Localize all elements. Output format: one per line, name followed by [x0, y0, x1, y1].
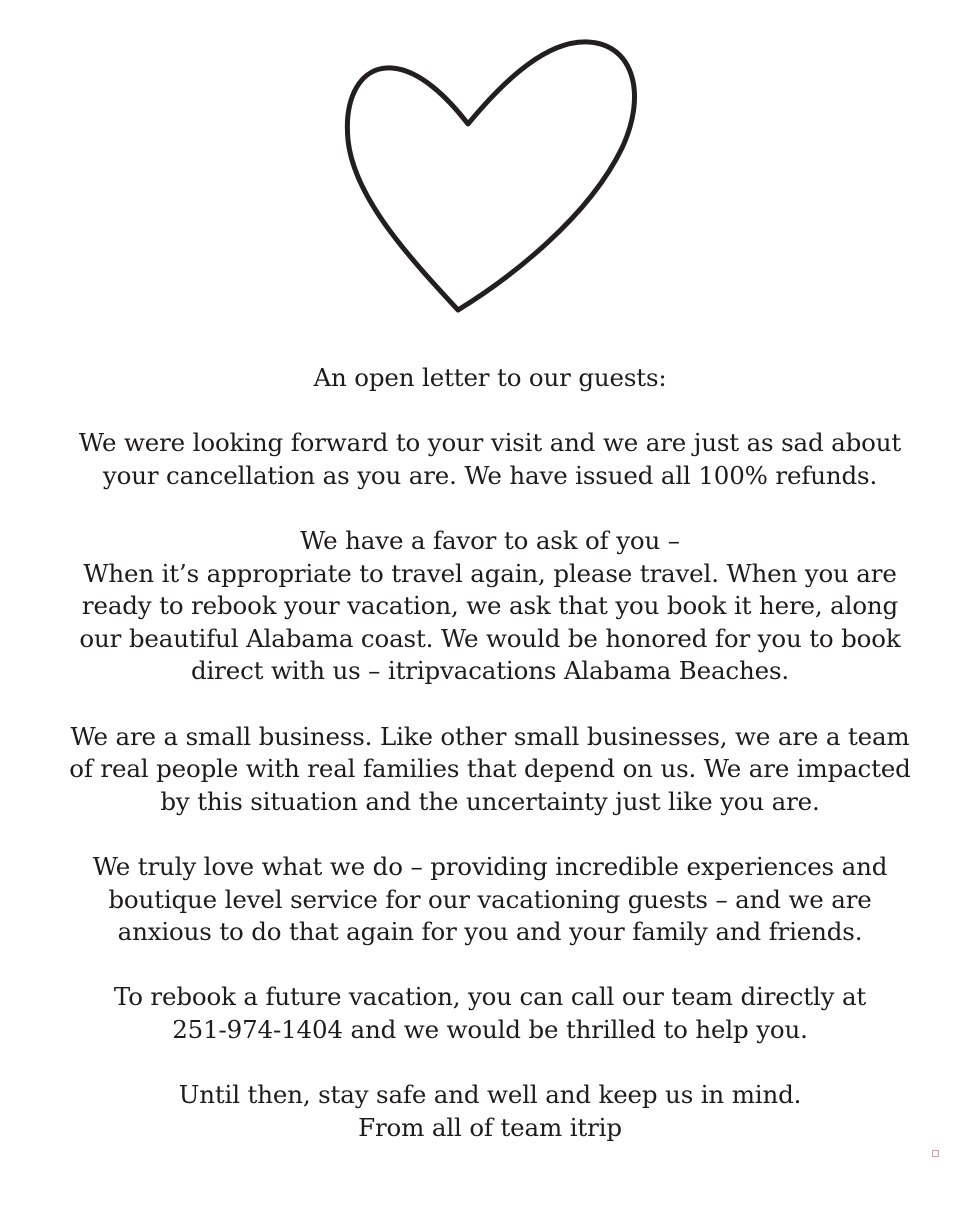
- text-line: To rebook a future vacation, you can call our team directly at: [113, 982, 867, 1012]
- text-line: direct with us – itripvacations Alabama Beaches.: [190, 656, 790, 686]
- text-line: by this situation and the uncertainty just like you are.: [160, 786, 820, 816]
- paragraph-refunds: [30, 427, 950, 492]
- text-line: We truly love what we do – providing incredible experiences and: [92, 851, 888, 881]
- paragraph-favor: [30, 525, 950, 688]
- text-line: boutique level service for our vacationing guests – and we are: [108, 884, 872, 914]
- paragraph-small-business: [30, 721, 950, 819]
- paragraph-love-what-we-do: [30, 851, 950, 949]
- closing-line: Until then, stay safe and well and keep us in mind.: [178, 1080, 802, 1110]
- heart-outline-icon: [330, 28, 650, 328]
- text-line: We have a favor to ask of you –: [300, 525, 680, 555]
- text-line: We are a small business. Like other small businesses, we are a team: [70, 721, 910, 751]
- greeting: [30, 362, 950, 395]
- closing: [30, 1079, 950, 1144]
- text-line: anxious to do that again for you and your family and friends.: [117, 917, 863, 947]
- text-line: We were looking forward to your visit and we are just as sad about: [78, 428, 902, 458]
- text-line: ready to rebook your vacation, we ask that you book it here, along: [81, 591, 899, 621]
- text-line: When it’s appropriate to travel again, please travel. When you are: [83, 558, 897, 588]
- text-line: of real people with real families that depend on us. We are impacted: [69, 754, 911, 784]
- text-line: 251-974-1404 and we would be thrilled to help you.: [172, 1014, 808, 1044]
- corner-mark-icon: [932, 1150, 939, 1157]
- text-line: your cancellation as you are. We have issued all 100% refunds.: [102, 460, 878, 490]
- text-line: our beautiful Alabama coast. We would be honored for you to book: [79, 623, 901, 653]
- letter-body: [30, 362, 950, 1144]
- paragraph-rebook-contact: [30, 981, 950, 1046]
- greeting-line: An open letter to our guests:: [313, 363, 667, 392]
- signature: From all of team itrip: [358, 1112, 622, 1142]
